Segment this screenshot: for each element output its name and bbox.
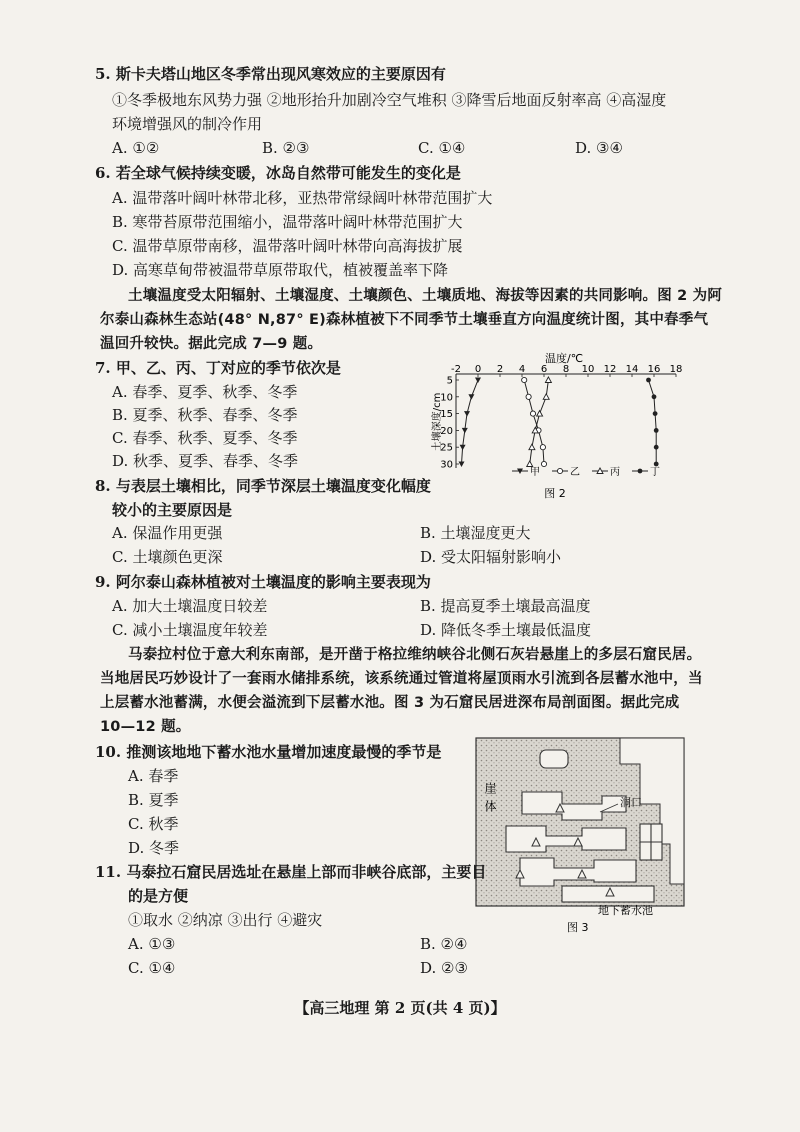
data-point: [646, 378, 651, 383]
cistern-label: 地下蓄水池: [598, 904, 653, 917]
fig3-caption: 图 3: [567, 921, 589, 934]
data-point: [541, 461, 546, 466]
q9-option-d[interactable]: D. 降低冬季土壤最低温度: [420, 621, 592, 639]
q6-stem: 6. 若全球气候持续变暖，冰岛自然带可能发生的变化是: [95, 164, 461, 182]
data-point: [652, 394, 657, 399]
q7-option-a[interactable]: A. 春季、夏季、秋季、冬季: [112, 383, 298, 401]
data-point: [462, 428, 468, 434]
x-tick-label: 10: [581, 364, 595, 375]
x-tick-label: 6: [540, 364, 548, 375]
y-tick-label: 5: [446, 375, 453, 387]
q8-option-d[interactable]: D. 受太阳辐射影响小: [420, 548, 562, 566]
data-point: [540, 445, 545, 450]
x-tick-label: 14: [625, 364, 639, 375]
q10-option-a[interactable]: A. 春季: [128, 767, 179, 785]
q6-option-b[interactable]: B. 寒带苔原带范围缩小，温带落叶阔叶林带范围扩大: [112, 213, 463, 231]
q11-option-c[interactable]: C. ①④: [128, 959, 176, 977]
passage2-line: 当地居民巧妙设计了一套雨水储排系统，该系统通过管道将屋顶雨水引流到各层蓄水池中，当: [100, 671, 703, 687]
chart-y-axis-title: 土壤深度/cm: [432, 392, 443, 452]
q11-option-a[interactable]: A. ①③: [128, 935, 176, 953]
data-point: [545, 377, 551, 383]
x-tick-label: -2: [451, 364, 461, 375]
soil-temperature-chart: [420, 352, 690, 502]
x-tick-label: 4: [518, 364, 526, 375]
x-tick-label: 12: [603, 364, 617, 375]
legend-label: 乙: [570, 467, 580, 478]
y-tick-label: 25: [440, 442, 453, 454]
q10-option-b[interactable]: B. 夏季: [128, 791, 179, 809]
data-point: [557, 468, 562, 473]
data-point: [468, 394, 474, 400]
cave-entrance-label: 洞口: [620, 796, 642, 809]
cliff-label: 崖体: [483, 782, 497, 818]
data-point: [537, 411, 543, 417]
q6-option-d[interactable]: D. 高寒草甸带被温带草原带取代，植被覆盖率下降: [112, 261, 449, 279]
q10-option-c[interactable]: C. 秋季: [128, 815, 179, 833]
q7-option-b[interactable]: B. 夏季、秋季、春季、冬季: [112, 406, 298, 424]
q9-option-c[interactable]: C. 减小土壤温度年较差: [112, 621, 268, 639]
data-point: [654, 428, 659, 433]
x-tick-label: 18: [669, 364, 683, 375]
q11-stem: 11. 马泰拉石窟民居选址在悬崖上部而非峡谷底部，主要目: [95, 863, 487, 881]
data-point: [529, 444, 535, 450]
q5-option-a[interactable]: A. ①②: [112, 139, 160, 157]
data-point: [522, 377, 527, 382]
q6-option-a[interactable]: A. 温带落叶阔叶林带北移，亚热带常绿阔叶林带范围扩大: [112, 189, 493, 207]
passage1-line: 温回升较快。据此完成 7—9 题。: [100, 336, 323, 352]
data-point: [460, 445, 466, 451]
q7-stem: 7. 甲、乙、丙、丁对应的季节依次是: [95, 359, 341, 377]
data-point: [654, 462, 659, 467]
chart-x-axis-title: 温度/℃: [545, 352, 584, 365]
page-footer: 【高三地理 第 2 页(共 4 页)】: [294, 999, 506, 1017]
q5-stem: 5. 斯卡夫塔山地区冬季常出现风寒效应的主要原因有: [95, 65, 446, 83]
passage2-line: 10—12 题。: [100, 719, 191, 735]
chart-series-layer: [459, 377, 659, 467]
q5-statement-line: 环境增强风的制冷作用: [112, 115, 263, 133]
data-point: [464, 411, 470, 417]
data-point: [653, 411, 658, 416]
passage1-line: 土壤温度受太阳辐射、土壤湿度、土壤颜色、土壤质地、海拔等因素的共同影响。图 2 为阿: [128, 288, 723, 304]
y-tick-label: 10: [440, 392, 453, 404]
q10-stem: 10. 推测该地地下蓄水池水量增加速度最慢的季节是: [95, 743, 442, 761]
q11-option-b[interactable]: B. ②④: [420, 935, 468, 953]
x-tick-label: 0: [474, 364, 482, 375]
series-line-甲: [462, 380, 479, 464]
q6-option-c[interactable]: C. 温带草原带南移，温带落叶阔叶林带向高海拔扩展: [112, 237, 463, 255]
data-point: [530, 411, 535, 416]
q11-stem-continued: 的是方便: [128, 887, 189, 905]
cave-room: [540, 750, 568, 768]
q5-option-c[interactable]: C. ①④: [418, 139, 466, 157]
y-tick-label: 15: [440, 409, 453, 421]
q9-option-a[interactable]: A. 加大土壤温度日较差: [112, 597, 268, 615]
q9-option-b[interactable]: B. 提高夏季土壤最高温度: [420, 597, 591, 615]
q8-stem: 8. 与表层土壤相比，同季节深层土壤温度变化幅度: [95, 477, 431, 495]
y-tick-label: 30: [440, 459, 453, 471]
legend-label: 甲: [530, 467, 540, 478]
series-line-丙: [530, 380, 549, 464]
legend-label: 丙: [610, 467, 620, 478]
passage2-line: 上层蓄水池蓄满，水便会溢流到下层蓄水池。图 3 为石窟民居进深布局剖面图。据此完成: [100, 695, 680, 711]
q11-choices: ①取水 ②纳凉 ③出行 ④避灾: [128, 911, 323, 929]
q8-stem-continued: 较小的主要原因是: [112, 501, 233, 519]
q7-option-c[interactable]: C. 春季、秋季、夏季、冬季: [112, 429, 298, 447]
x-tick-label: 2: [496, 364, 504, 375]
fig2-caption: 图 2: [544, 487, 566, 500]
q8-option-c[interactable]: C. 土壤颜色更深: [112, 548, 223, 566]
data-point: [475, 378, 481, 384]
q7-option-d[interactable]: D. 秋季、夏季、春季、冬季: [112, 452, 299, 470]
chart-legend: [512, 466, 660, 478]
q5-option-d[interactable]: D. ③④: [575, 139, 623, 157]
data-point: [526, 394, 531, 399]
passage1-line: 尔泰山森林生态站(48° N,87° E)森林植被下不同季节土壤垂直方向温度统计图，其中春季气: [100, 312, 709, 328]
series-line-乙: [524, 380, 544, 464]
q5-statement-line: ①冬季极地东风势力强 ②地形抬升加剧冷空气堆积 ③降雪后地面反射率高 ④高湿度: [112, 91, 667, 109]
q5-option-b[interactable]: B. ②③: [262, 139, 310, 157]
data-point: [654, 445, 659, 450]
q10-option-d[interactable]: D. 冬季: [128, 839, 180, 857]
data-point: [543, 394, 549, 400]
data-point: [638, 469, 643, 474]
q8-option-b[interactable]: B. 土壤湿度更大: [420, 524, 531, 542]
y-tick-label: 20: [440, 425, 453, 437]
q11-option-d[interactable]: D. ②③: [420, 959, 468, 977]
q8-option-a[interactable]: A. 保温作用更强: [112, 524, 223, 542]
data-point: [459, 462, 465, 468]
q9-stem: 9. 阿尔泰山森林植被对土壤温度的影响主要表现为: [95, 573, 431, 591]
legend-label: 丁: [650, 467, 660, 478]
data-point: [527, 461, 533, 467]
cave-dwelling-section-diagram: [470, 734, 690, 934]
x-tick-label: 16: [647, 364, 661, 375]
series-line-丁: [649, 380, 657, 464]
x-tick-label: 8: [562, 364, 570, 375]
passage2-line: 马泰拉村位于意大利东南部，是开凿于格拉维纳峡谷北侧石灰岩悬崖上的多层石窟民居。: [128, 647, 702, 663]
